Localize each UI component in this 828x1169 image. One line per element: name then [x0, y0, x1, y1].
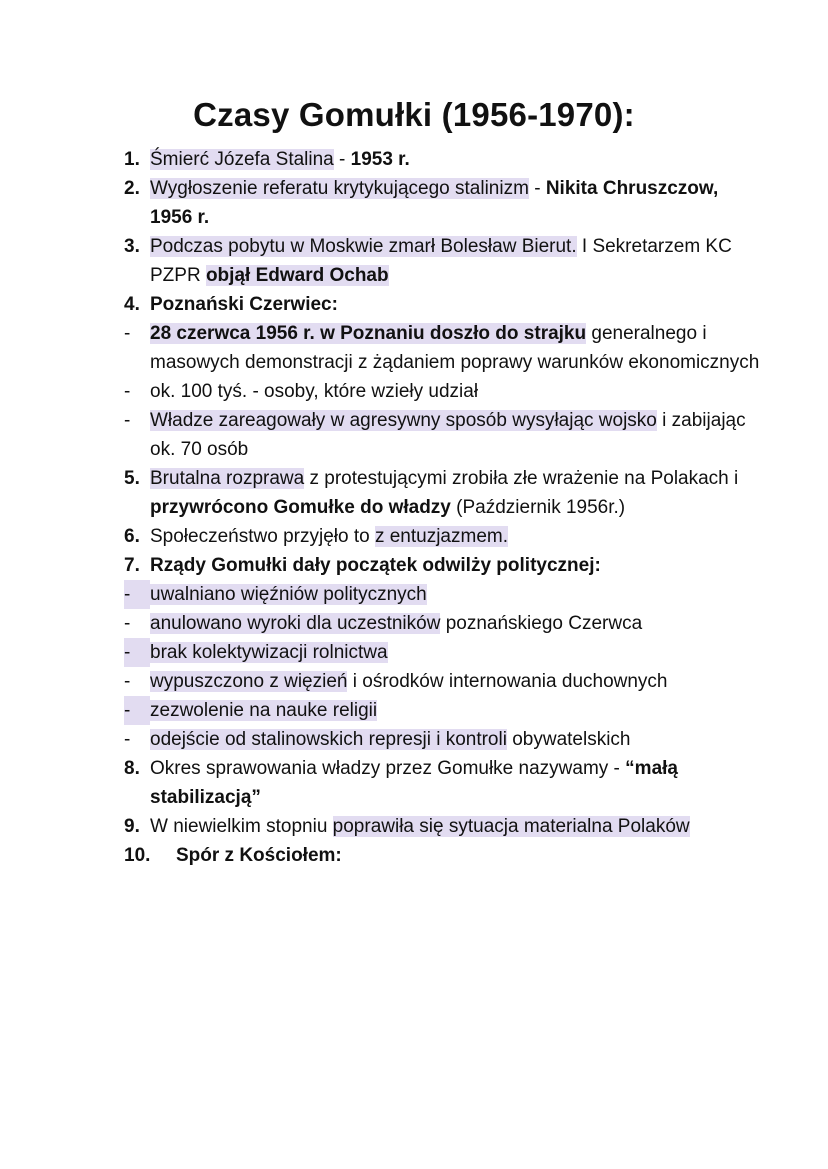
item-text — [150, 638, 764, 667]
item-marker: 9. — [124, 816, 140, 837]
item-text — [150, 551, 764, 580]
item-text — [150, 290, 764, 319]
item-marker: 5. — [124, 468, 140, 489]
item-marker: - — [124, 410, 131, 431]
text-segment: z protestującymi zrobiła złe wrażenie na Polakach i — [304, 468, 739, 489]
bullet-item — [124, 377, 764, 406]
item-marker: 6. — [124, 526, 140, 547]
highlighted-text: zezwolenie na nauke religii — [150, 700, 378, 721]
item-text — [150, 174, 764, 232]
text-segment: Społeczeństwo przyjęło to — [150, 526, 375, 547]
item-marker: - — [124, 323, 131, 344]
bullet-item — [124, 609, 764, 638]
highlighted-text: Władze zareagowały w agresywny sposób wysyłając wojsko — [150, 410, 657, 431]
numbered-item — [124, 232, 764, 290]
item-text — [150, 580, 764, 609]
highlighted-text: poprawiła się sytuacja materialna Polaków — [332, 816, 690, 837]
numbered-item — [124, 290, 764, 319]
item-text — [150, 232, 764, 290]
numbered-item — [124, 551, 764, 580]
item-marker: - — [124, 381, 131, 402]
page-title: Czasy Gomułki (1956-1970): — [193, 96, 635, 133]
item-marker: 10. — [124, 845, 151, 866]
numbered-item — [124, 841, 764, 870]
numbered-item — [124, 754, 764, 812]
bullet-item — [124, 696, 764, 725]
text-segment: i ośrodków internowania duchownych — [347, 671, 668, 692]
text-segment: W niewielkim stopniu — [150, 816, 333, 837]
notes-list — [124, 145, 764, 870]
numbered-item — [124, 812, 764, 841]
numbered-item — [124, 145, 764, 174]
item-text — [176, 841, 764, 870]
text-segment: poznańskiego Czerwca — [440, 613, 643, 634]
text-segment: - — [333, 149, 351, 170]
highlighted-text: uwalniano więźniów politycznych — [150, 584, 427, 605]
item-text — [150, 319, 764, 377]
item-text — [150, 464, 764, 522]
item-marker: 4. — [124, 294, 140, 315]
text-segment: I Sekretarzem KC PZPR — [150, 236, 732, 286]
text-segment: - — [528, 178, 546, 199]
bold-text: Nikita Chruszczow, 1956 r. — [150, 178, 719, 228]
text-segment: (Październik 1956r.) — [450, 497, 626, 518]
highlighted-text: objął Edward Ochab — [205, 265, 389, 286]
item-marker: 8. — [124, 758, 140, 779]
bullet-item — [124, 580, 764, 609]
bold-text: Poznański Czerwiec: — [150, 294, 338, 315]
bullet-item — [124, 638, 764, 667]
item-marker: - — [124, 638, 150, 667]
bold-text: “małą stabilizacją” — [150, 758, 678, 808]
highlighted-text: Podczas pobytu w Moskwie zmarł Bolesław Bierut. — [150, 236, 577, 257]
item-text — [150, 754, 764, 812]
item-text — [150, 377, 764, 406]
text-segment: ok. 100 tyś. - osoby, które wzieły udział — [150, 381, 479, 402]
item-text — [150, 667, 764, 696]
item-marker: 7. — [124, 555, 140, 576]
highlighted-text: anulowano wyroki dla uczestników — [150, 613, 441, 634]
text-segment: i zabijając ok. 70 osób — [150, 410, 746, 460]
item-marker: 3. — [124, 236, 140, 257]
item-text — [150, 406, 764, 464]
item-marker: 2. — [124, 178, 140, 199]
item-text — [150, 725, 764, 754]
highlighted-text: odejście od stalinowskich represji i kontroli — [150, 729, 507, 750]
item-text — [150, 609, 764, 638]
item-marker: - — [124, 613, 131, 634]
item-marker: - — [124, 580, 150, 609]
numbered-item — [124, 522, 764, 551]
bold-text: 1953 r. — [350, 149, 410, 170]
highlighted-text: z entuzjazmem. — [374, 526, 508, 547]
item-text — [150, 145, 764, 174]
bullet-item — [124, 725, 764, 754]
numbered-item — [124, 174, 764, 232]
item-marker: - — [124, 729, 131, 750]
text-segment: obywatelskich — [506, 729, 631, 750]
text-segment: generalnego i masowych demonstracji z żądaniem poprawy warunków ekonomicznych — [150, 323, 760, 373]
bullet-item — [124, 406, 764, 464]
highlighted-text: 28 czerwca 1956 r. w Poznaniu doszło do strajku — [150, 323, 587, 344]
item-text — [150, 696, 764, 725]
bullet-item — [124, 319, 764, 377]
text-segment: Okres sprawowania władzy przez Gomułke nazywamy - — [150, 758, 626, 779]
item-text — [150, 522, 764, 551]
item-marker: - — [124, 671, 131, 692]
highlighted-text: wypuszczono z więzień — [150, 671, 348, 692]
item-marker: - — [124, 696, 150, 725]
highlighted-text: brak kolektywizacji rolnictwa — [150, 642, 388, 663]
numbered-item — [124, 464, 764, 522]
highlighted-text: Wygłoszenie referatu krytykującego stalinizm — [150, 178, 529, 199]
bullet-item — [124, 667, 764, 696]
bold-text: Rządy Gomułki dały początek odwilży politycznej: — [150, 555, 601, 576]
item-marker: 1. — [124, 149, 140, 170]
highlighted-text: Śmierć Józefa Stalina — [150, 149, 334, 170]
bold-text: Spór z Kościołem: — [176, 845, 342, 866]
highlighted-text: Brutalna rozprawa — [150, 468, 305, 489]
bold-text: przywrócono Gomułke do władzy — [150, 497, 451, 518]
item-text — [150, 812, 764, 841]
